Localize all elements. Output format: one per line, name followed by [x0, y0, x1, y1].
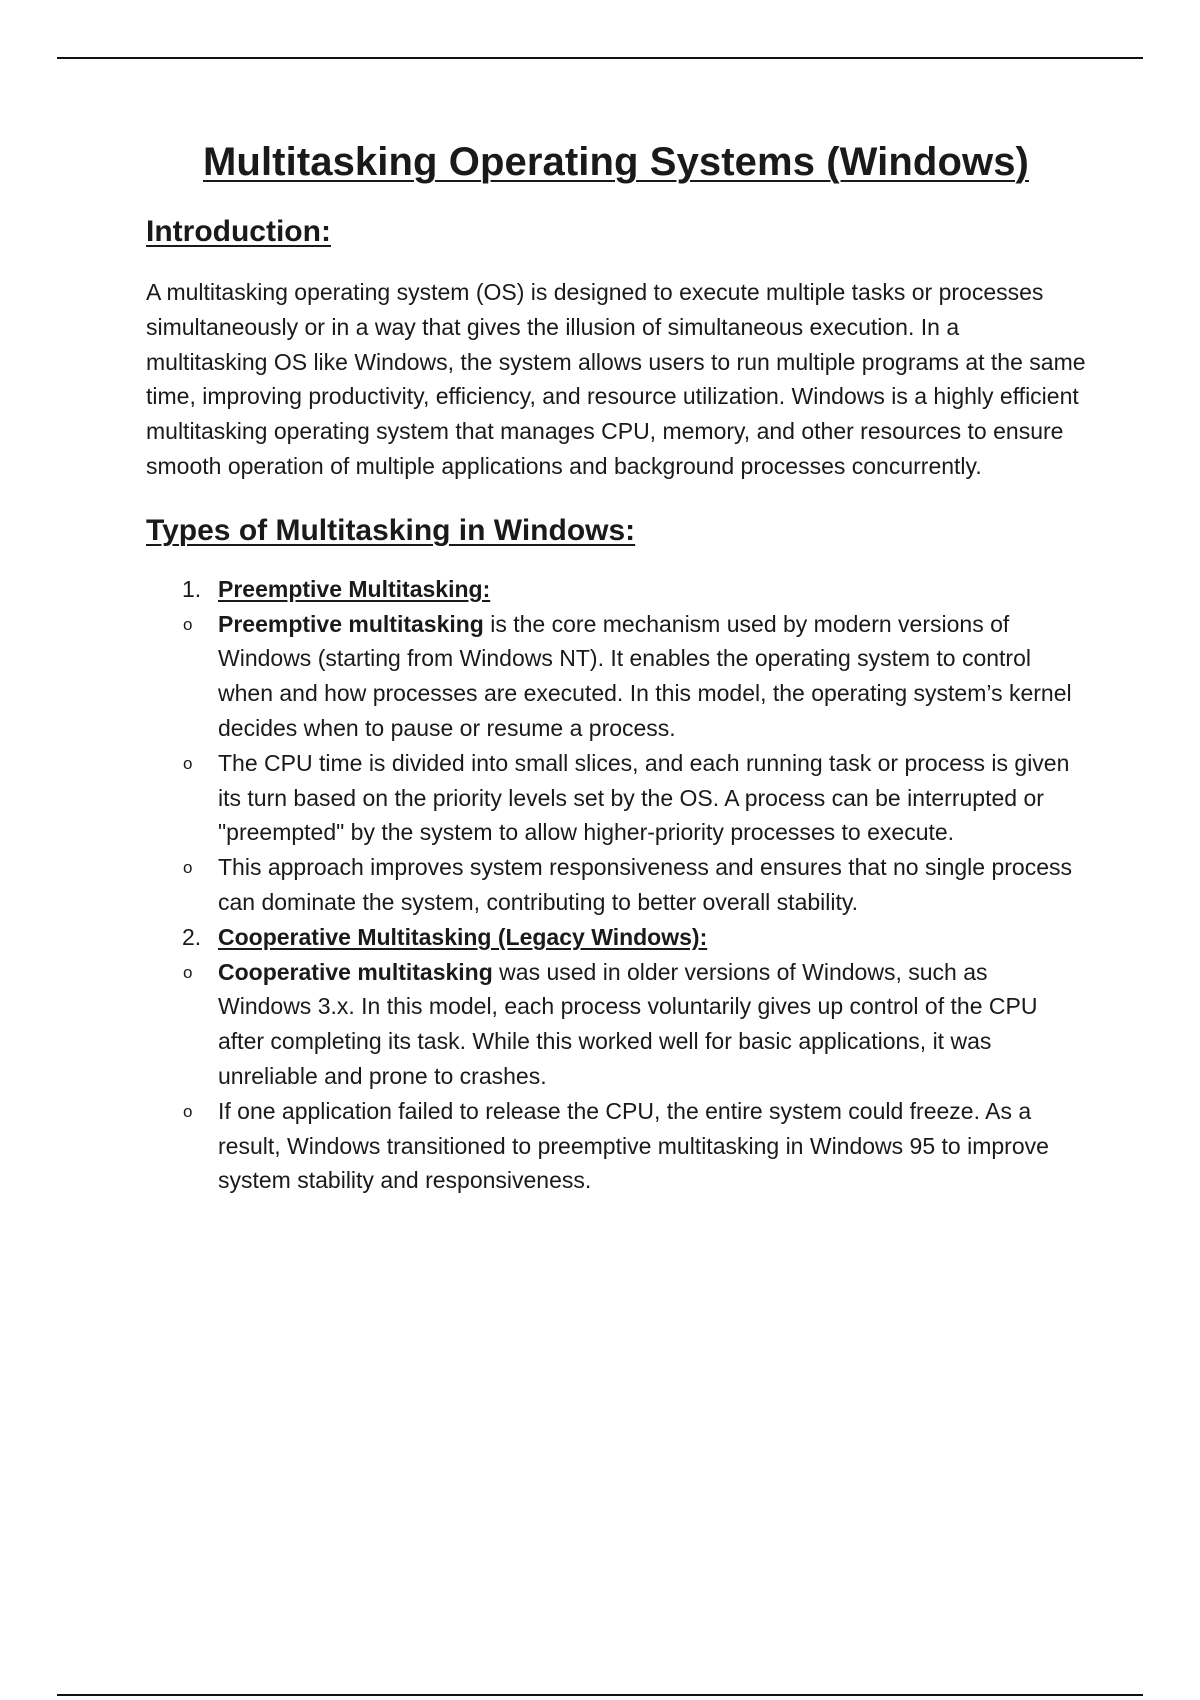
- bullet-circle-icon: o: [183, 753, 193, 773]
- type-number: 2.: [182, 923, 202, 950]
- bullet-circle-icon: o: [183, 962, 193, 982]
- bullet-circle-icon: o: [183, 858, 193, 878]
- document-page: [146, 140, 1086, 1198]
- bullet-text: This approach improves system responsiveness and ensures that no single process can dominate the system, contributing to better overall stability.: [218, 854, 1072, 915]
- list-item: [183, 1094, 1086, 1198]
- type-heading-preemptive: Preemptive Multitasking:: [218, 575, 491, 602]
- type-item-cooperative: [146, 920, 1086, 955]
- cooperative-bullets: [146, 955, 1086, 1199]
- bullet-circle-icon: o: [183, 1101, 193, 1121]
- bullet-text: is the core mechanism used by modern versions of Windows (starting from Windows NT). It enables the operating system to control when and how processes are executed. In this model, the operating system’s kernel decides when to pause or resume a process.: [218, 610, 1072, 741]
- bullet-bold-term: Cooperative multitasking: [218, 958, 493, 985]
- types-heading: Types of Multitasking in Windows:: [146, 513, 636, 547]
- list-item: [183, 607, 1086, 746]
- bullet-text: was used in older versions of Windows, such as Windows 3.x. In this model, each process voluntarily gives up control of the CPU after completing its task. While this worked well for basic applications, it was unreliable and prone to crashes.: [218, 958, 1038, 1089]
- bullet-text: The CPU time is divided into small slices, and each running task or process is given its turn based on the priority levels set by the OS. A process can be interrupted or "preempted" by the system to allow higher-priority processes to execute.: [218, 749, 1070, 846]
- type-item-preemptive: [146, 572, 1086, 607]
- footer-rule: [57, 1694, 1143, 1696]
- introduction-heading: Introduction:: [146, 215, 331, 248]
- types-list: [146, 572, 1086, 1198]
- type-heading-cooperative: Cooperative Multitasking (Legacy Windows):: [218, 923, 708, 950]
- list-item: [183, 746, 1086, 850]
- bullet-circle-icon: o: [183, 614, 193, 634]
- introduction-paragraph: A multitasking operating system (OS) is designed to execute multiple tasks or processes simultaneously or in a way that gives the illusion of simultaneous execution. In a multitasking OS like Windows, the system allows users to run multiple programs at the same time, improving productivity, efficiency, and resource utilization. Windows is a highly efficient multitasking operating system that manages CPU, memory, and other resources to ensure smooth operation of multiple applications and background processes concurrently.: [146, 279, 1086, 479]
- list-item: [183, 955, 1086, 1094]
- document-title: Multitasking Operating Systems (Windows): [203, 140, 1029, 184]
- type-number: 1.: [182, 575, 202, 602]
- header-rule: [57, 57, 1143, 59]
- bullet-text: If one application failed to release the CPU, the entire system could freeze. As a result, Windows transitioned to preemptive multitasking in Windows 95 to improve system stability and responsiveness.: [218, 1097, 1049, 1194]
- list-item: [183, 850, 1086, 920]
- bullet-bold-term: Preemptive multitasking: [218, 610, 484, 637]
- preemptive-bullets: [146, 607, 1086, 920]
